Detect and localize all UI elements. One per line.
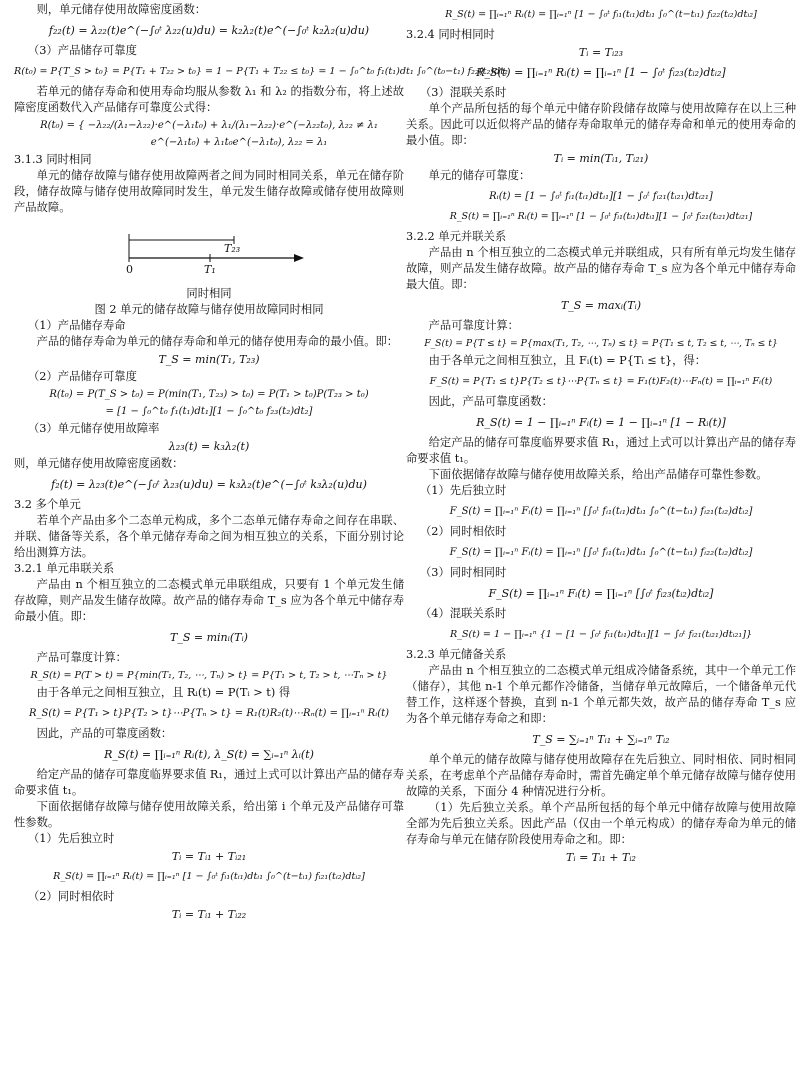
list-item: （1）产品储存寿命 bbox=[28, 319, 126, 332]
equation-Ti-2: Tᵢ = Tᵢ₁ + Tᵢ₂₂ bbox=[171, 908, 247, 921]
equation-TS: T_S = min(T₁, T₂₃) bbox=[158, 353, 260, 366]
text-line: 因此，产品的可靠度函数： bbox=[36, 727, 173, 740]
paragraph: 产品由 n 个相互独立的二态模式单元并联组成，只有所有单元均发生储存故障，则产品发生储存故障。故产品的储存寿命 T_s 应为各个单元中储存寿命最大值。即： bbox=[406, 246, 796, 291]
paragraph: 产品由 n 个相互独立的二态模式单元组成冷储备系统，其中一个单元工作（储存），其他 n-1 个单元都作冷储备，当储存单元故障后，一个储备单元代替工作，这样逐个替换，直到 n-1 个单元都失效，故产品的储存寿命 T_s 应为各个单元储存寿命之和即： bbox=[406, 664, 796, 725]
equation-f22: f₂₂(t) = λ₂₂(t)e^(−∫₀ᵗ λ₂₂(u)du) = k₂λ₂(t)e^(−∫₀ᵗ k₂λ₂(u)du) bbox=[48, 24, 370, 37]
equation-FS-1: F_S(t) = P{T ≤ t} = P{max(T₁, T₂, ⋯, Tₙ) ≤ t} = P{T₁ ≤ t, T₂ ≤ t, ⋯, Tₙ ≤ t} bbox=[424, 338, 778, 349]
list-item: （3）单元储存使用故障率 bbox=[28, 422, 160, 435]
paragraph: 产品由 n 个相互独立的二态模式单元串联组成，只要有 1 个单元发生储存故障，则产品发生储存故障。故产品的储存寿命 T_s 应为各个单元中储存寿命最小值。即： bbox=[14, 578, 404, 623]
equation-FS-4: F_S(t) = ∏ᵢ₌₁ⁿ Fᵢ(t) = ∏ᵢ₌₁ⁿ [∫₀ᵗ fᵢ₁(tᵢ₁)dtᵢ₁ ∫₀^(t−tᵢ₁) fᵢ₂₂(tᵢ₂)dtᵢ₂] bbox=[449, 547, 753, 558]
equation-TS-sum: T_S = ∑ᵢ₌₁ⁿ Tᵢ₁ + ∑ᵢ₌₁ⁿ Tᵢ₂ bbox=[532, 733, 670, 746]
text-line: 则，单元储存使用故障密度函数： bbox=[14, 457, 184, 470]
timeline-diagram bbox=[14, 218, 404, 276]
paragraph: 单个产品所包括的每个单元中储存阶段储存故障与使用故障存在以上三种关系。因此可以近似将产品的储存寿命取单元的储存寿命和单元的使用寿命的最小值。即： bbox=[406, 102, 796, 147]
label-origin: 0 bbox=[126, 263, 133, 276]
list-item: （3）同时相同时 bbox=[420, 566, 507, 579]
text-line: 单元的储存可靠度： bbox=[428, 169, 531, 182]
section-heading: 3.2 多个单元 bbox=[14, 498, 81, 511]
paragraph: 单元的储存故障与储存使用故障两者之间为同时相同关系，单元在储存阶段，储存故障与储存使用故障同时发生，单元发生储存故障或储存使用故障则产品故障。 bbox=[14, 169, 404, 214]
list-item: （3）混联关系时 bbox=[420, 86, 507, 99]
text-line: 由于各单元之间相互独立，且 Fᵢ(t) = P{Tᵢ ≤ t}，得： bbox=[428, 354, 707, 367]
list-item: （1）先后独立时 bbox=[28, 832, 115, 845]
section-heading: 3.2.3 单元储备关系 bbox=[406, 648, 507, 661]
list-item: （3）产品储存可靠度 bbox=[28, 44, 137, 57]
section-heading: 3.2.4 同时相同时 bbox=[406, 28, 495, 41]
figure-caption: 图 2 单元的储存故障与储存使用故障同时相同 bbox=[94, 303, 324, 316]
equation-case-1: R(t₀) = { −λ₂₂/(λ₁−λ₂₂)·e^(−λ₁t₀) + λ₁/(λ₁−λ₂₂)·e^(−λ₂₂t₀), λ₂₂ ≠ λ₁ bbox=[40, 120, 378, 131]
equation-R0b-1: R(t₀) = P(T_S > t₀) = P(min(T₁, T₂₃) > t₀) = P(T₁ > t₀)P(T₂₃ > t₀) bbox=[49, 389, 369, 400]
list-item: （1）先后独立时 bbox=[420, 484, 507, 497]
equation-RS-5: R_S(t) = ∏ᵢ₌₁ⁿ Rᵢ(t) = ∏ᵢ₌₁ⁿ [1 − ∫₀ᵗ fᵢ₁(tᵢ₁)dtᵢ₁ ∫₀^(t−tᵢ₁) fᵢ₂₂(tᵢ₂)dtᵢ₂] bbox=[445, 9, 757, 20]
equation-f2: f₂(t) = λ₂₃(t)e^(−∫₀ᵗ λ₂₃(u)du) = k₃λ₂(t)e^(−∫₀ᵗ k₃λ₂(u)du) bbox=[51, 478, 367, 491]
paragraph: 下面依据储存故障与储存使用故障关系，给出第 i 个单元及产品储存可靠性参数。 bbox=[14, 800, 404, 829]
equation-TSmin: T_S = minᵢ(Tᵢ) bbox=[170, 631, 248, 644]
equation-FS-2: F_S(t) = P{T₁ ≤ t}P{T₂ ≤ t}⋯P{Tₙ ≤ t} = F₁(t)F₂(t)⋯Fₙ(t) = ∏ᵢ₌₁ⁿ Fᵢ(t) bbox=[429, 376, 773, 387]
equation-lambda23: λ₂₃(t) = k₃λ₂(t) bbox=[168, 440, 250, 453]
text-line: 产品可靠度计算： bbox=[36, 651, 127, 664]
list-item: （2）同时相依时 bbox=[420, 525, 507, 538]
section-heading: 3.1.3 同时相同 bbox=[14, 153, 92, 166]
axis-arrow-icon bbox=[294, 254, 304, 262]
list-item: （2）同时相依时 bbox=[28, 890, 115, 903]
equation-Ti-1: Tᵢ = Tᵢ₁ + Tᵢ₂₁ bbox=[171, 850, 247, 863]
label-t23: T₂₃ bbox=[224, 242, 241, 255]
equation-Ti-sum: Tᵢ = Tᵢ₁ + Tᵢ₂ bbox=[566, 851, 636, 864]
equation-RS-6: R_S(t) = ∏ᵢ₌₁ⁿ Rᵢ(t) = ∏ᵢ₌₁ⁿ [1 − ∫₀ᵗ fᵢ₂₃(tᵢ₂)dtᵢ₂] bbox=[476, 66, 726, 79]
text-line: 则，单元储存使用故障密度函数： bbox=[36, 3, 207, 16]
equation-RS-7: R_S(t) = ∏ᵢ₌₁ⁿ Rᵢ(t) = ∏ᵢ₌₁ⁿ [1 − ∫₀ᵗ fᵢ₁(tᵢ₁)dtᵢ₁][1 − ∫₀ᵗ fᵢ₂₁(tᵢ₂₁)dtᵢ₂₁] bbox=[449, 211, 753, 222]
equation-Ti-3: Tᵢ = Tᵢ₂₃ bbox=[578, 46, 624, 59]
paragraph: 单个单元的储存故障与储存使用故障存在先后独立、同时相依、同时相同关系，在考虑单个产品储存寿命时，需首先确定单个单元储存故障与储存使用故障的关系，下面分 4 种情况进行分析。 bbox=[406, 753, 796, 798]
section-heading: 3.2.2 单元并联关系 bbox=[406, 230, 507, 243]
equation-RS-3: R_S(t) = ∏ᵢ₌₁ⁿ Rᵢ(t), λ_S(t) = ∑ᵢ₌₁ⁿ λᵢ(t) bbox=[104, 748, 314, 761]
list-item: （2）产品储存可靠度 bbox=[28, 370, 137, 383]
equation-RS-9: R_S(t) = 1 − ∏ᵢ₌₁ⁿ {1 − [1 − ∫₀ᵗ fᵢ₁(tᵢ₁)dtᵢ₁][1 − ∫₀ᵗ fᵢ₂₁(tᵢ₂₁)dtᵢ₂₁]} bbox=[449, 629, 753, 640]
paragraph: 给定产品的储存可靠度临界要求值 R₁，通过上式可以计算出产品的储存寿命要求值 t₁。 bbox=[406, 436, 796, 465]
right-column bbox=[406, 2, 796, 867]
text-line: 产品可靠度计算： bbox=[428, 319, 519, 332]
equation-RS-4: R_S(t) = ∏ᵢ₌₁ⁿ Rᵢ(t) = ∏ᵢ₌₁ⁿ [1 − ∫₀ᵗ fᵢ₁(tᵢ₁)dtᵢ₁ ∫₀^(t−tᵢ₁) fᵢ₂₁(tᵢ₂)dtᵢ₂] bbox=[53, 871, 365, 882]
equation-RS-8: R_S(t) = 1 − ∏ᵢ₌₁ⁿ Fᵢ(t) = 1 − ∏ᵢ₌₁ⁿ [1 − Rᵢ(t)] bbox=[476, 416, 726, 429]
paragraph: 若单个产品由多个二态单元构成，多个二态单元储存寿命之间存在串联、并联、储备等关系，各个单元储存寿命之间为相互独立的关系，下面分别讨论给出测算方法。 bbox=[14, 514, 404, 559]
paragraph: 下面依据储存故障与储存使用故障关系，给出产品储存可靠性参数。 bbox=[428, 468, 768, 481]
paragraph: 给定产品的储存可靠度临界要求值 R₁，通过上式可以计算出产品的储存寿命要求值 t₁。 bbox=[14, 768, 404, 797]
paragraph: （1）先后独立关系。单个产品所包括的每个单元中储存故障与使用故障全部为先后独立关系。因此产品（仅由一个单元构成）的储存寿命为单元的储存寿命与单元在储存阶段使用寿命之和。即： bbox=[406, 801, 796, 846]
equation-Ti-min: Tᵢ = min(Tᵢ₁, Tᵢ₂₁) bbox=[553, 152, 649, 165]
text-line: 由于各单元之间相互独立，且 Rᵢ(t) = P(Tᵢ > t) 得 bbox=[36, 686, 291, 699]
equation-R0: R(t₀) = P{T_S > t₀} = P{T₁ + T₂₂ > t₀} = 1 − P{T₁ + T₂₂ ≤ t₀} = 1 − ∫₀^t₀ f₁(t₁)dt₁ ∫₀^(t₀−t₁) f₂₂(t₂)dt₂ bbox=[14, 66, 508, 77]
diagram-label: 同时相同 bbox=[186, 287, 232, 300]
equation-R0b-2: = [1 − ∫₀^t₀ f₁(t₁)dt₁][1 − ∫₀^t₀ f₂₃(t₂)dt₂] bbox=[105, 406, 313, 417]
equation-TSmax: T_S = maxᵢ(Tᵢ) bbox=[560, 299, 642, 312]
equation-FS-3: F_S(t) = ∏ᵢ₌₁ⁿ Fᵢ(t) = ∏ᵢ₌₁ⁿ [∫₀ᵗ fᵢ₁(tᵢ₁)dtᵢ₁ ∫₀^(t−tᵢ₁) fᵢ₂₁(tᵢ₂)dtᵢ₂] bbox=[449, 506, 753, 517]
paragraph: 产品的储存寿命为单元的储存寿命和单元的储存使用寿命的最小值。即： bbox=[36, 335, 399, 348]
equation-case-2: e^(−λ₁t₀) + λ₁t₀e^(−λ₁t₀), λ₂₂ = λ₁ bbox=[150, 137, 328, 148]
section-heading: 3.2.1 单元串联关系 bbox=[14, 562, 115, 575]
label-t1: T₁ bbox=[204, 263, 216, 276]
equation-RS-2: R_S(t) = P{T₁ > t}P{T₂ > t}⋯P{Tₙ > t} = R₁(t)R₂(t)⋯Rₙ(t) = ∏ᵢ₌₁ⁿ Rᵢ(t) bbox=[28, 708, 390, 719]
paragraph: 若单元的储存寿命和使用寿命均服从参数 λ₁ 和 λ₂ 的指数分布，将上述故障密度函数代入产品储存可靠度公式得： bbox=[14, 85, 404, 114]
equation-FS-5: F_S(t) = ∏ᵢ₌₁ⁿ Fᵢ(t) = ∏ᵢ₌₁ⁿ [∫₀ᵗ fᵢ₂₃(tᵢ₂)dtᵢ₂] bbox=[488, 587, 714, 600]
text-line: 因此，产品可靠度函数： bbox=[428, 395, 553, 408]
equation-RS-1: R_S(t) = P(T > t) = P{min(T₁, T₂, ⋯, Tₙ) > t} = P{T₁ > t, T₂ > t, ⋯Tₙ > t} bbox=[30, 670, 388, 681]
list-item: （4）混联关系时 bbox=[420, 607, 507, 620]
equation-Ri: Rᵢ(t) = [1 − ∫₀ᵗ fᵢ₁(tᵢ₁)dtᵢ₁][1 − ∫₀ᵗ fᵢ₂₁(tᵢ₂₁)dtᵢ₂₁] bbox=[489, 191, 713, 202]
